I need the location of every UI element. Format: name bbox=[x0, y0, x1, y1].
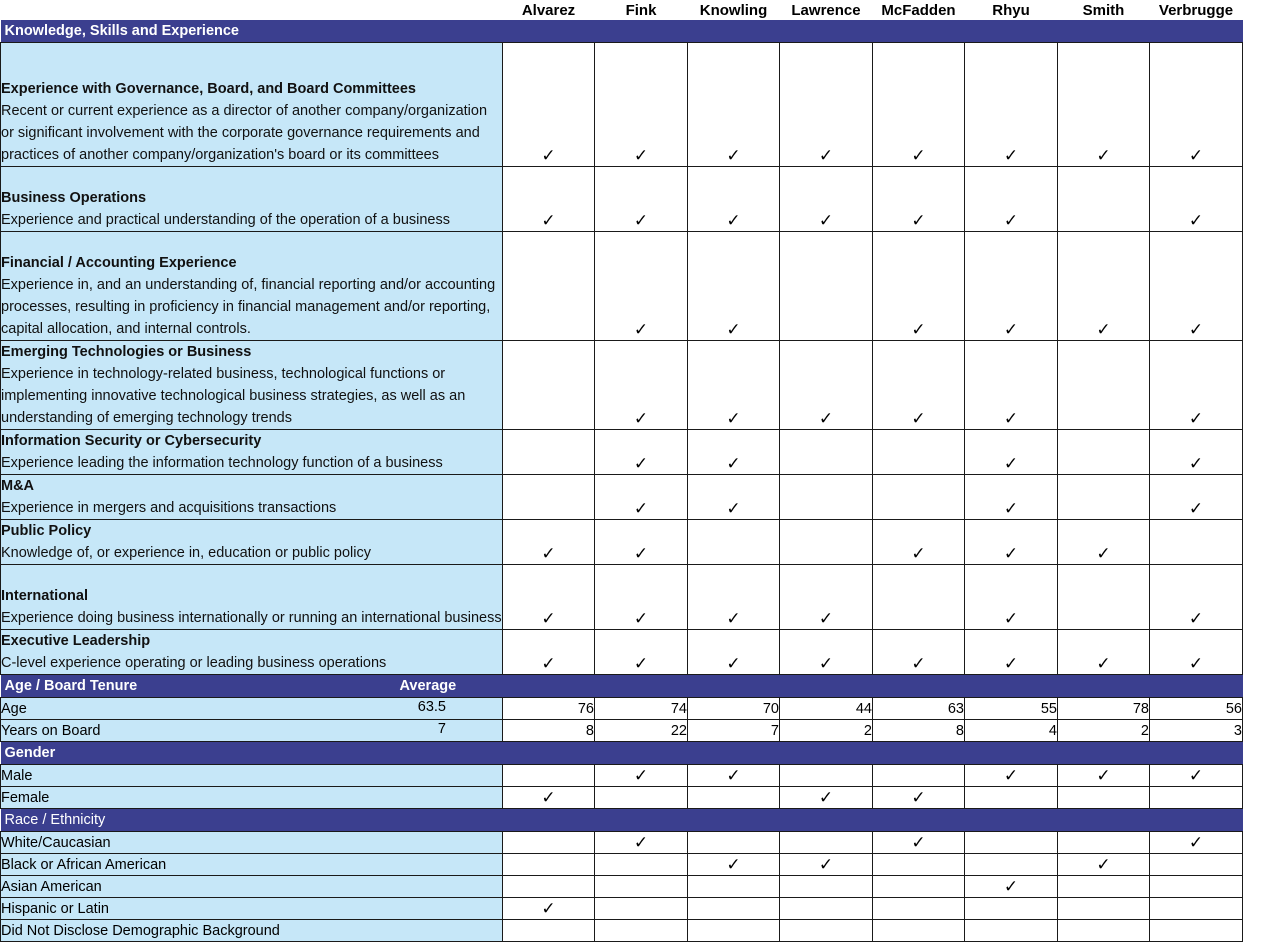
check-cell bbox=[780, 232, 873, 341]
check-cell bbox=[1058, 430, 1150, 475]
check-cell bbox=[780, 430, 873, 475]
check-cell bbox=[873, 475, 965, 520]
skill-row bbox=[1, 167, 1243, 232]
check-cell: ✓ bbox=[1058, 854, 1150, 876]
skill-title: Public Policy bbox=[1, 523, 92, 539]
check-cell: ✓ bbox=[873, 43, 965, 167]
race-row bbox=[1, 898, 1243, 920]
check-cell: ✓ bbox=[595, 630, 688, 675]
age-label-text: Age bbox=[1, 700, 27, 717]
director-header-row bbox=[1, 0, 1243, 20]
tenure-value: 22 bbox=[595, 720, 688, 742]
check-cell bbox=[688, 898, 780, 920]
check-cell bbox=[595, 876, 688, 898]
age-value: 55 bbox=[965, 698, 1058, 720]
check-cell: ✓ bbox=[688, 475, 780, 520]
check-cell bbox=[503, 475, 595, 520]
check-cell: ✓ bbox=[780, 167, 873, 232]
director-name: Rhyu bbox=[965, 0, 1058, 20]
check-cell: ✓ bbox=[595, 765, 688, 787]
race-row bbox=[1, 876, 1243, 898]
skill-description: Knowledge of, or experience in, education or public policy bbox=[1, 545, 371, 561]
check-cell bbox=[1058, 787, 1150, 809]
check-cell: ✓ bbox=[503, 630, 595, 675]
check-cell bbox=[965, 787, 1058, 809]
check-cell: ✓ bbox=[780, 854, 873, 876]
check-cell: ✓ bbox=[688, 630, 780, 675]
check-cell: ✓ bbox=[1150, 832, 1243, 854]
skill-row bbox=[1, 520, 1243, 565]
section-band-skills bbox=[1, 20, 1243, 43]
check-cell bbox=[688, 787, 780, 809]
check-cell bbox=[1058, 876, 1150, 898]
tenure-value: 2 bbox=[1058, 720, 1150, 742]
skill-description: Recent or current experience as a director of another company/organization or significant involvement with the corporate governance requirements and practices of another company/organization's board or its committees bbox=[1, 103, 488, 163]
check-cell: ✓ bbox=[780, 630, 873, 675]
age-value: 76 bbox=[503, 698, 595, 720]
check-cell: ✓ bbox=[595, 43, 688, 167]
age-row bbox=[1, 698, 1243, 720]
skill-title: Financial / Accounting Experience bbox=[1, 255, 237, 271]
race-row bbox=[1, 920, 1243, 942]
check-cell: ✓ bbox=[873, 167, 965, 232]
section-band-age-tenure bbox=[1, 675, 1243, 698]
check-cell bbox=[688, 876, 780, 898]
check-cell: ✓ bbox=[873, 520, 965, 565]
skill-row bbox=[1, 565, 1243, 630]
check-cell: ✓ bbox=[873, 341, 965, 430]
check-cell bbox=[873, 565, 965, 630]
director-name: Lawrence bbox=[780, 0, 873, 20]
gender-row bbox=[1, 787, 1243, 809]
age-average: 63.5 bbox=[417, 699, 446, 715]
check-cell: ✓ bbox=[1150, 565, 1243, 630]
check-cell bbox=[1058, 832, 1150, 854]
tenure-value: 3 bbox=[1150, 720, 1243, 742]
check-cell bbox=[595, 898, 688, 920]
race-label: Hispanic or Latin bbox=[1, 898, 503, 920]
skill-description: Experience doing business internationally or running an international business bbox=[1, 610, 502, 626]
tenure-value: 2 bbox=[780, 720, 873, 742]
corner-blank bbox=[1, 0, 503, 20]
tenure-row bbox=[1, 720, 1243, 742]
check-cell bbox=[1150, 787, 1243, 809]
skill-label bbox=[1, 167, 503, 232]
check-cell bbox=[1058, 341, 1150, 430]
check-cell bbox=[503, 920, 595, 942]
race-row bbox=[1, 832, 1243, 854]
check-cell bbox=[1058, 167, 1150, 232]
check-cell bbox=[1058, 475, 1150, 520]
check-cell: ✓ bbox=[595, 832, 688, 854]
check-cell bbox=[595, 920, 688, 942]
check-cell: ✓ bbox=[595, 167, 688, 232]
check-cell: ✓ bbox=[688, 430, 780, 475]
check-cell bbox=[873, 876, 965, 898]
check-cell bbox=[1058, 920, 1150, 942]
check-cell bbox=[503, 854, 595, 876]
age-value: 63 bbox=[873, 698, 965, 720]
check-cell bbox=[595, 787, 688, 809]
check-cell: ✓ bbox=[503, 565, 595, 630]
skill-row bbox=[1, 43, 1243, 167]
check-cell: ✓ bbox=[688, 765, 780, 787]
section-band-gender bbox=[1, 742, 1243, 765]
check-cell: ✓ bbox=[965, 430, 1058, 475]
check-cell bbox=[503, 232, 595, 341]
skill-title: Experience with Governance, Board, and Board Committees bbox=[1, 81, 416, 97]
check-cell: ✓ bbox=[503, 898, 595, 920]
check-cell: ✓ bbox=[965, 765, 1058, 787]
skill-title: M&A bbox=[1, 478, 35, 494]
check-cell: ✓ bbox=[595, 341, 688, 430]
race-label: Asian American bbox=[1, 876, 503, 898]
check-cell: ✓ bbox=[595, 232, 688, 341]
check-cell: ✓ bbox=[780, 565, 873, 630]
check-cell: ✓ bbox=[965, 876, 1058, 898]
check-cell: ✓ bbox=[1058, 232, 1150, 341]
average-header: Average bbox=[399, 678, 457, 694]
check-cell: ✓ bbox=[965, 341, 1058, 430]
check-cell bbox=[688, 920, 780, 942]
gender-label: Male bbox=[1, 765, 503, 787]
tenure-label bbox=[1, 720, 503, 742]
skill-description: Experience leading the information technology function of a business bbox=[1, 455, 443, 471]
race-label: White/Caucasian bbox=[1, 832, 503, 854]
skill-title: Emerging Technologies or Business bbox=[1, 344, 252, 360]
check-cell bbox=[965, 854, 1058, 876]
check-cell: ✓ bbox=[688, 167, 780, 232]
check-cell: ✓ bbox=[965, 167, 1058, 232]
skill-title: Business Operations bbox=[1, 190, 147, 206]
age-label bbox=[1, 698, 503, 720]
skill-description: Experience in mergers and acquisitions transactions bbox=[1, 500, 337, 516]
check-cell bbox=[873, 854, 965, 876]
check-cell bbox=[1150, 520, 1243, 565]
skill-title: International bbox=[1, 588, 89, 604]
check-cell bbox=[595, 854, 688, 876]
check-cell: ✓ bbox=[688, 565, 780, 630]
check-cell bbox=[503, 341, 595, 430]
check-cell bbox=[503, 832, 595, 854]
check-cell: ✓ bbox=[1058, 765, 1150, 787]
check-cell bbox=[965, 898, 1058, 920]
section-title: Gender bbox=[1, 742, 1243, 765]
check-cell bbox=[1058, 565, 1150, 630]
check-cell: ✓ bbox=[965, 565, 1058, 630]
race-label: Black or African American bbox=[1, 854, 503, 876]
check-cell bbox=[965, 920, 1058, 942]
check-cell bbox=[873, 765, 965, 787]
check-cell bbox=[688, 832, 780, 854]
age-value: 74 bbox=[595, 698, 688, 720]
director-name: Knowling bbox=[688, 0, 780, 20]
age-value: 56 bbox=[1150, 698, 1243, 720]
check-cell: ✓ bbox=[503, 43, 595, 167]
skill-description: C-level experience operating or leading business operations bbox=[1, 655, 387, 671]
check-cell bbox=[1150, 898, 1243, 920]
director-name: Fink bbox=[595, 0, 688, 20]
check-cell: ✓ bbox=[1058, 520, 1150, 565]
check-cell: ✓ bbox=[595, 565, 688, 630]
section-title bbox=[1, 675, 503, 698]
check-cell: ✓ bbox=[688, 854, 780, 876]
skill-row bbox=[1, 341, 1243, 430]
director-name: Smith bbox=[1058, 0, 1150, 20]
skill-label bbox=[1, 43, 503, 167]
check-cell: ✓ bbox=[1150, 765, 1243, 787]
check-cell bbox=[503, 430, 595, 475]
check-cell bbox=[780, 475, 873, 520]
race-label: Did Not Disclose Demographic Background bbox=[1, 920, 503, 942]
section-title: Knowledge, Skills and Experience bbox=[1, 20, 1243, 43]
skill-description: Experience in technology-related business, technological functions or implementing innovative technological business strategies, as well as an understanding of emerging technology trends bbox=[1, 366, 466, 426]
check-cell: ✓ bbox=[873, 832, 965, 854]
check-cell: ✓ bbox=[688, 341, 780, 430]
skill-title: Executive Leadership bbox=[1, 633, 151, 649]
check-cell bbox=[1150, 876, 1243, 898]
tenure-value: 4 bbox=[965, 720, 1058, 742]
check-cell: ✓ bbox=[1150, 167, 1243, 232]
skill-description: Experience and practical understanding of the operation of a business bbox=[1, 212, 450, 228]
skill-title: Information Security or Cybersecurity bbox=[1, 433, 262, 449]
skill-label bbox=[1, 341, 503, 430]
check-cell: ✓ bbox=[595, 475, 688, 520]
band-fill bbox=[503, 675, 1243, 698]
tenure-average: 7 bbox=[437, 721, 446, 737]
check-cell: ✓ bbox=[780, 787, 873, 809]
skill-row bbox=[1, 232, 1243, 341]
check-cell bbox=[1150, 920, 1243, 942]
check-cell bbox=[873, 430, 965, 475]
check-cell bbox=[503, 876, 595, 898]
check-cell: ✓ bbox=[1150, 475, 1243, 520]
tenure-value: 7 bbox=[688, 720, 780, 742]
check-cell: ✓ bbox=[503, 787, 595, 809]
director-name: Verbrugge bbox=[1150, 0, 1243, 20]
skill-row bbox=[1, 475, 1243, 520]
check-cell bbox=[1058, 898, 1150, 920]
check-cell: ✓ bbox=[503, 167, 595, 232]
check-cell: ✓ bbox=[688, 232, 780, 341]
check-cell bbox=[873, 898, 965, 920]
director-name: Alvarez bbox=[503, 0, 595, 20]
check-cell bbox=[780, 876, 873, 898]
check-cell bbox=[1150, 854, 1243, 876]
gender-row bbox=[1, 765, 1243, 787]
age-value: 70 bbox=[688, 698, 780, 720]
skill-label bbox=[1, 430, 503, 475]
check-cell bbox=[688, 520, 780, 565]
check-cell: ✓ bbox=[1058, 630, 1150, 675]
check-cell: ✓ bbox=[595, 430, 688, 475]
age-value: 44 bbox=[780, 698, 873, 720]
gender-label: Female bbox=[1, 787, 503, 809]
check-cell: ✓ bbox=[780, 341, 873, 430]
race-row bbox=[1, 854, 1243, 876]
skill-row bbox=[1, 430, 1243, 475]
check-cell: ✓ bbox=[595, 520, 688, 565]
check-cell: ✓ bbox=[1150, 430, 1243, 475]
skill-label bbox=[1, 565, 503, 630]
check-cell: ✓ bbox=[688, 43, 780, 167]
section-band-race bbox=[1, 809, 1243, 832]
skill-label bbox=[1, 232, 503, 341]
director-name: McFadden bbox=[873, 0, 965, 20]
skill-label bbox=[1, 630, 503, 675]
check-cell: ✓ bbox=[873, 232, 965, 341]
check-cell: ✓ bbox=[965, 475, 1058, 520]
skill-label bbox=[1, 475, 503, 520]
check-cell: ✓ bbox=[965, 43, 1058, 167]
check-cell bbox=[780, 898, 873, 920]
check-cell bbox=[780, 832, 873, 854]
tenure-value: 8 bbox=[873, 720, 965, 742]
check-cell: ✓ bbox=[1150, 341, 1243, 430]
check-cell: ✓ bbox=[1150, 43, 1243, 167]
check-cell bbox=[780, 520, 873, 565]
check-cell: ✓ bbox=[965, 520, 1058, 565]
check-cell: ✓ bbox=[873, 630, 965, 675]
check-cell bbox=[780, 765, 873, 787]
check-cell: ✓ bbox=[1150, 232, 1243, 341]
skill-row bbox=[1, 630, 1243, 675]
section-title: Race / Ethnicity bbox=[1, 809, 1243, 832]
age-value: 78 bbox=[1058, 698, 1150, 720]
skill-description: Experience in, and an understanding of, financial reporting and/or accounting processes, resulting in proficiency in financial management and/or reporting, capital allocation, and internal controls. bbox=[1, 277, 496, 337]
check-cell: ✓ bbox=[780, 43, 873, 167]
check-cell: ✓ bbox=[503, 520, 595, 565]
check-cell: ✓ bbox=[965, 232, 1058, 341]
check-cell: ✓ bbox=[965, 630, 1058, 675]
check-cell bbox=[503, 765, 595, 787]
tenure-value: 8 bbox=[503, 720, 595, 742]
check-cell: ✓ bbox=[1150, 630, 1243, 675]
skill-label bbox=[1, 520, 503, 565]
check-cell bbox=[873, 920, 965, 942]
check-cell bbox=[780, 920, 873, 942]
age-tenure-title: Age / Board Tenure bbox=[4, 678, 138, 694]
check-cell: ✓ bbox=[873, 787, 965, 809]
check-cell: ✓ bbox=[1058, 43, 1150, 167]
tenure-label-text: Years on Board bbox=[1, 722, 101, 739]
check-cell bbox=[965, 832, 1058, 854]
